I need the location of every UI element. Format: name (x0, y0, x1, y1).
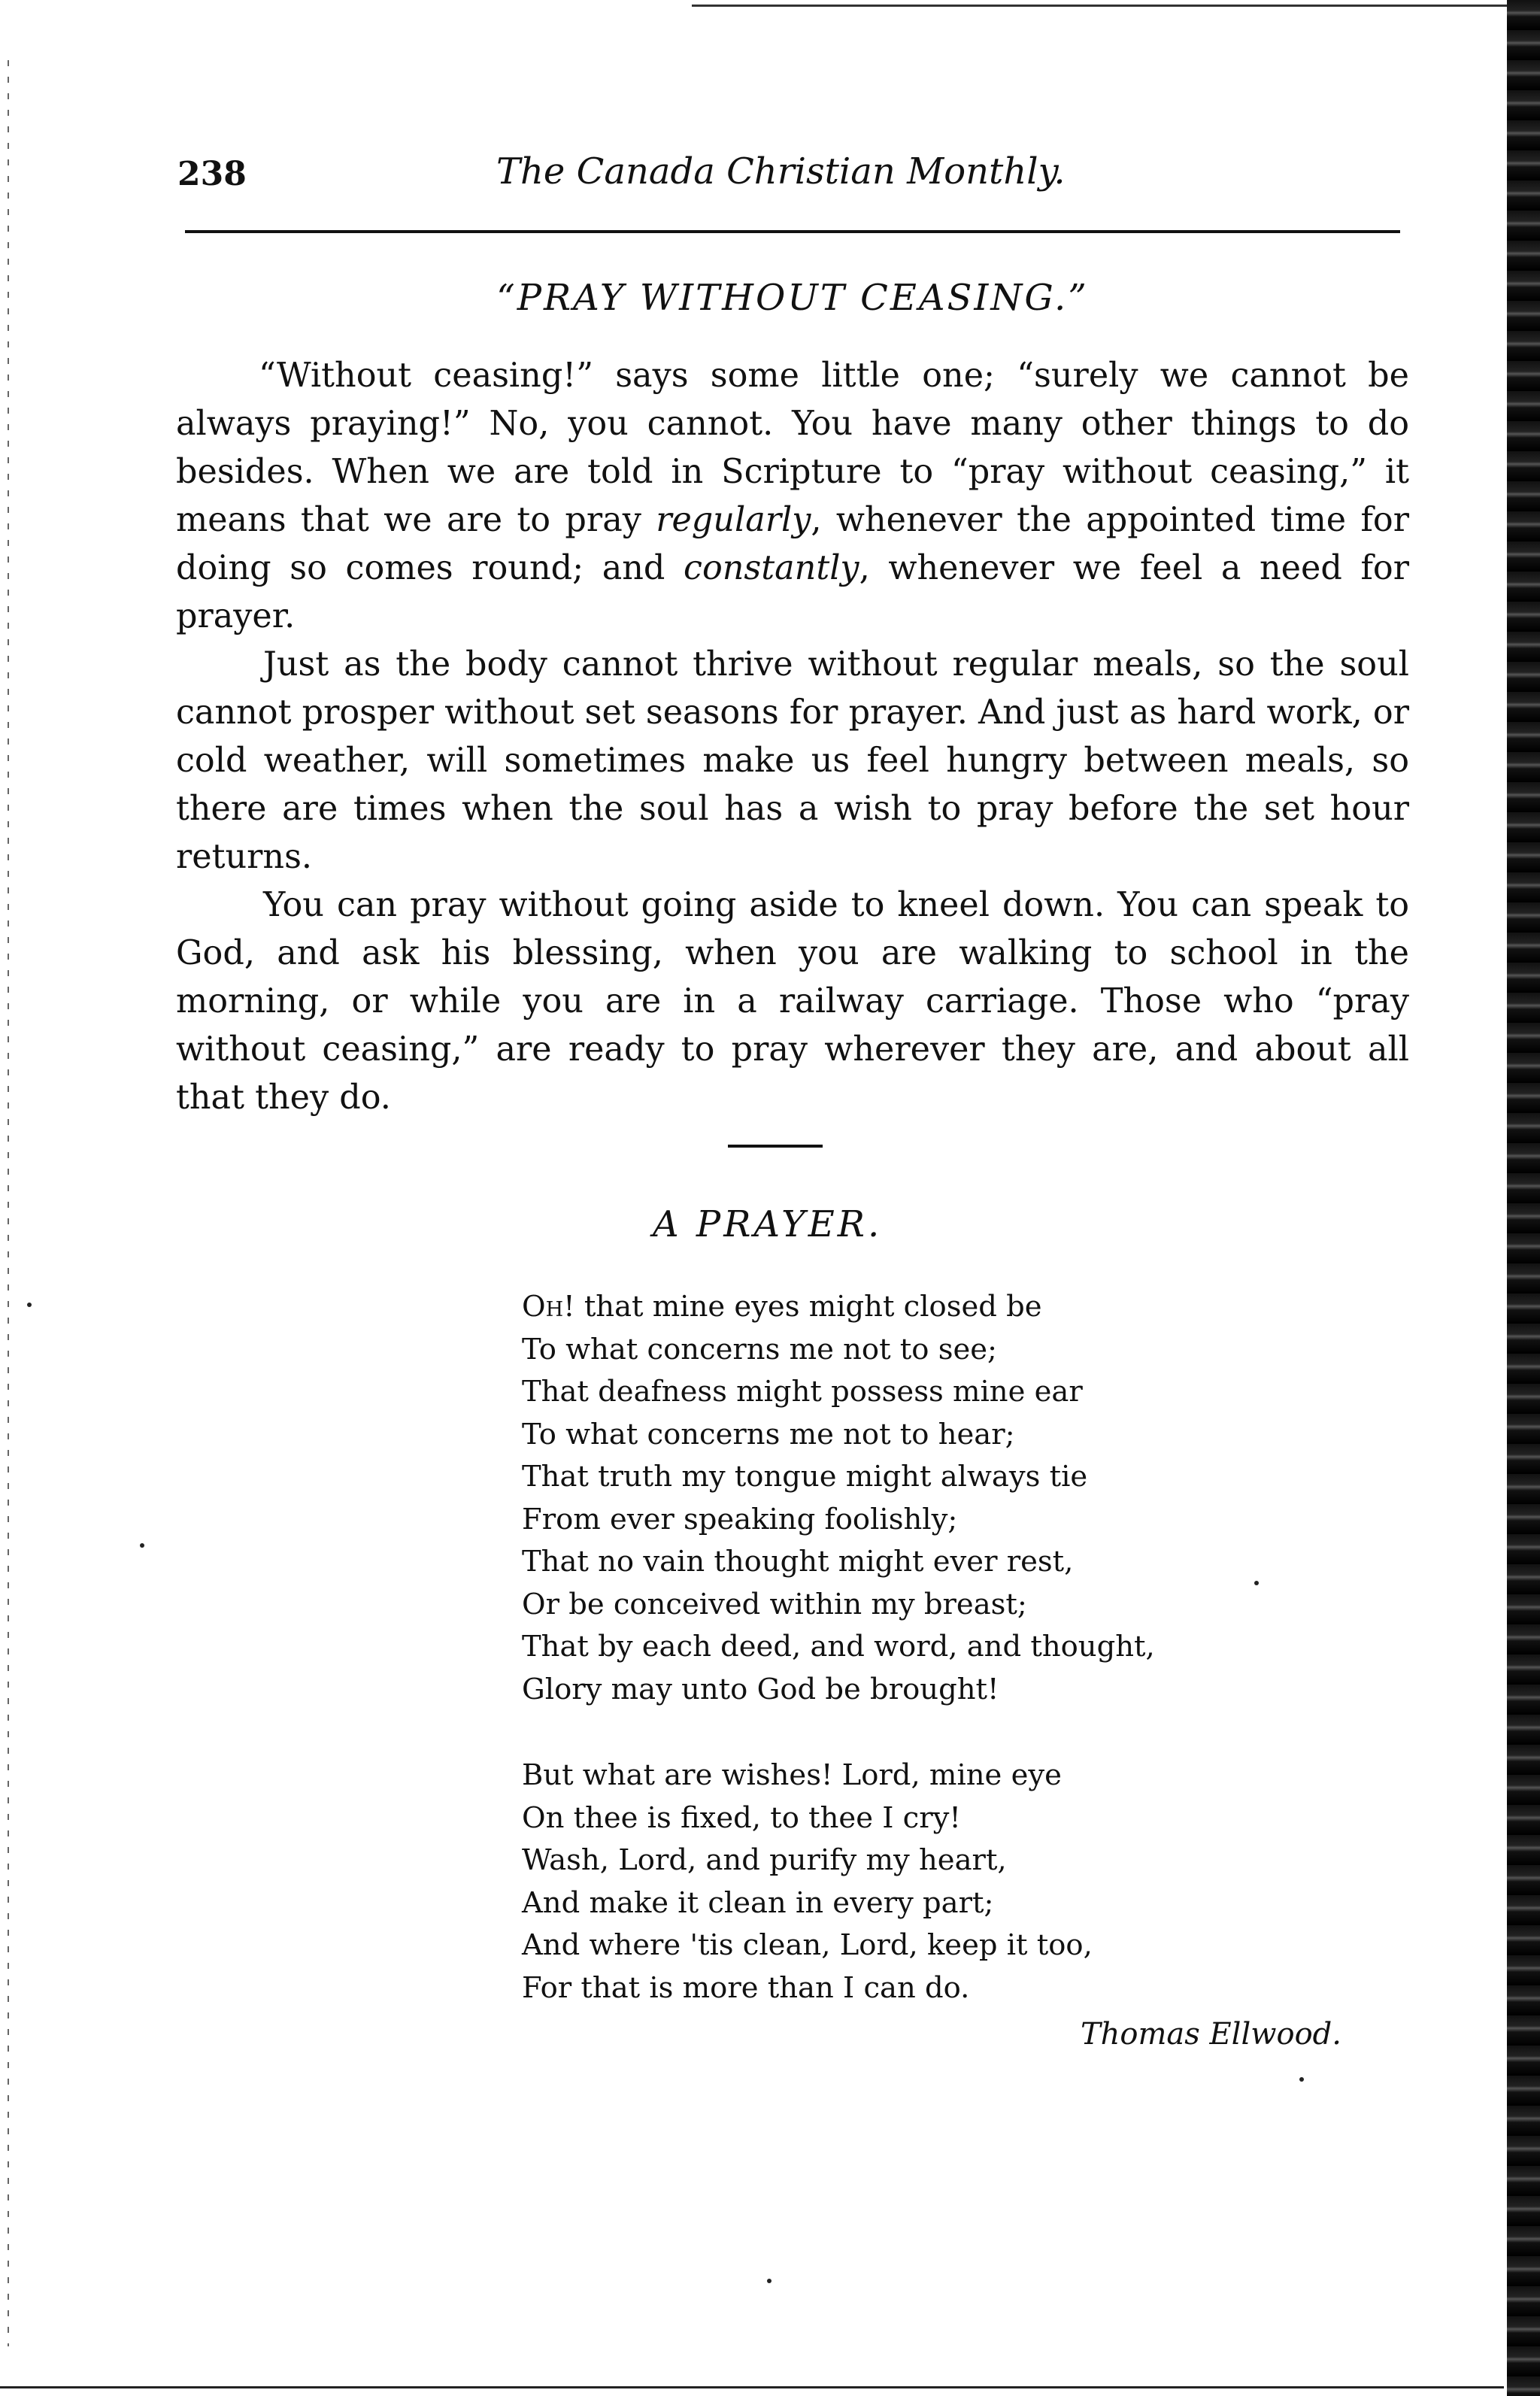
poem-line: Wash, Lord, and purify my heart, (522, 1843, 1007, 1877)
emphasis-regularly: regularly (656, 501, 811, 539)
running-head: The Canada Christian Monthly. (496, 150, 1066, 193)
poem-line: For that is more than I can do. (522, 1970, 970, 2005)
section-divider (728, 1145, 823, 1148)
poem-line (522, 1286, 1349, 1329)
paragraph-1-part-1: “Without ceasing!” says some little one; “surely we cannot be always praying!” No, you cannot. You have many other things to do besides. When we are told in Scripture to “pray without ceasing,” it means that we are to pray (176, 356, 1409, 539)
scan-speck (767, 2279, 772, 2283)
paragraph-2: Just as the body cannot thrive without regular meals, so the soul cannot prosper without set seasons for prayer. And just as hard work, or cold weather, will sometimes make us feel hungry between meals, so there are times when the soul has a wish to pray before the set hour returns. (176, 645, 1409, 876)
poem-line: Glory may unto God be brought! (522, 1672, 999, 1706)
header-rule (185, 230, 1400, 233)
scan-speck (1299, 2077, 1304, 2082)
poem-line: And make it clean in every part; (522, 1885, 994, 1920)
poem-line: And where 'tis clean, Lord, keep it too, (522, 1928, 1093, 1962)
stanza-1 (522, 1286, 1349, 1711)
poem-author: Thomas Ellwood. (1080, 2017, 1341, 2052)
paragraph-1-part-2: , whenever the appointed time for doing so comes round; and (176, 501, 1409, 587)
scan-edge-right (1507, 0, 1540, 2396)
scan-edge-top (692, 5, 1507, 7)
poem-line: Or be conceived within my breast; (522, 1587, 1027, 1621)
page-number: 238 (177, 155, 247, 193)
article-title: “PRAY WITHOUT CEASING.” (496, 277, 1089, 319)
poem-line: That deafness might possess mine ear (522, 1375, 1083, 1409)
poem-line: To what concerns me not to hear; (522, 1417, 1015, 1451)
poem-line: On thee is fixed, to thee I cry! (522, 1800, 961, 1835)
article-body (176, 352, 1409, 1122)
poem-line: That no vain thought might ever rest, (522, 1545, 1074, 1579)
stanza-2 (522, 1755, 1349, 2009)
scan-speck (140, 1543, 144, 1548)
poem-line: From ever speaking foolishly; (522, 1502, 958, 1536)
scan-speck (27, 1303, 32, 1307)
poem-first-word: Oh (522, 1290, 564, 1324)
scan-speck (1254, 1581, 1259, 1585)
poem-line: That truth my tongue might always tie (522, 1460, 1088, 1494)
poem-title: A PRAYER. (653, 1203, 883, 1245)
poem-line: That by each deed, and word, and thought, (522, 1630, 1155, 1664)
paragraph-1-part-3: , whenever we feel a need for prayer. (176, 549, 1409, 635)
paragraph-3: You can pray without going aside to kneel down. You can speak to God, and ask his blessing, when you are walking to school in the morning, or while you are in a railway carriage. Those who “pray without ceasing,” are ready to pray wherever they are, and about all that they do. (176, 886, 1409, 1117)
poem-line-1-rest: ! that mine eyes might closed be (563, 1290, 1042, 1324)
scan-edge-left (8, 60, 9, 2346)
emphasis-constantly: constantly (684, 549, 859, 587)
poem-line: But what are wishes! Lord, mine eye (522, 1758, 1062, 1792)
poem (522, 1286, 1349, 2053)
poem-line: To what concerns me not to see; (522, 1332, 997, 1366)
paragraph-1 (176, 352, 1409, 641)
scan-edge-bottom (0, 2386, 1504, 2388)
